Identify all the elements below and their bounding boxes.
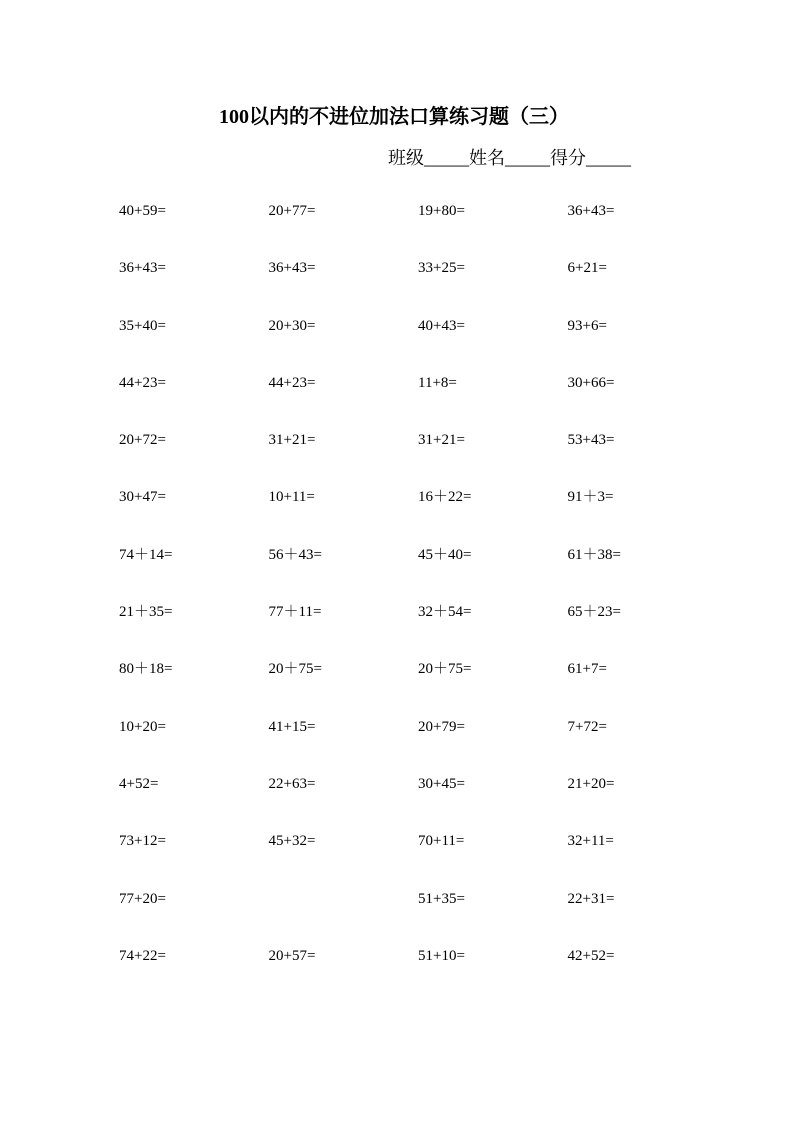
problem-row [119, 717, 717, 774]
problem-row [119, 659, 717, 716]
problem: 51+10= [418, 947, 465, 964]
problem-row [119, 831, 717, 888]
problem-row [119, 774, 717, 831]
problem-row [119, 889, 717, 946]
problem: 80＋18= [119, 661, 173, 678]
problem: 32+11= [567, 833, 614, 850]
problem: 44+23= [119, 374, 166, 391]
problem-row [119, 602, 717, 659]
problem: 20＋75= [418, 661, 472, 678]
problem: 19+80= [418, 203, 465, 219]
problem: 22+31= [567, 890, 615, 907]
problem-row [119, 946, 717, 1003]
student-info-line: 班级_____姓名_____得分_____ [388, 148, 631, 168]
problem: 41+15= [268, 718, 316, 735]
problem: 56＋43= [268, 546, 322, 563]
problem: 20＋75= [268, 661, 322, 678]
problem-row [119, 487, 717, 544]
problem: 40+59= [119, 203, 166, 219]
problem: 45＋40= [418, 546, 472, 563]
problem: 10+20= [119, 718, 166, 735]
problem: 36+43= [268, 260, 316, 277]
problem: 35+40= [119, 317, 166, 334]
problem-row [119, 373, 717, 430]
problem: 53+43= [567, 432, 615, 449]
problem-grid [119, 201, 717, 1003]
problem: 51+35= [418, 890, 465, 907]
problem: 20+79= [418, 718, 465, 735]
problem-row [119, 545, 717, 602]
problem: 65＋23= [567, 604, 621, 621]
problem-row [119, 316, 717, 373]
problem: 74+22= [119, 947, 166, 964]
problem: 20+77= [268, 203, 316, 219]
problem: 32＋54= [418, 604, 472, 621]
page-title: 100以内的不进位加法口算练习题（三） [219, 106, 569, 128]
problem: 20+30= [268, 317, 316, 334]
problem-empty [269, 889, 419, 946]
problem: 42+52= [567, 947, 615, 964]
problem: 7+72= [567, 718, 607, 735]
problem: 22+63= [268, 775, 316, 792]
problem-row [119, 201, 717, 258]
problem: 21＋35= [119, 604, 173, 621]
problem: 77＋11= [268, 604, 322, 621]
problem: 77+20= [119, 890, 166, 907]
problem: 40+43= [418, 317, 465, 334]
problem: 44+23= [268, 374, 316, 391]
problem: 30+66= [567, 374, 615, 391]
problem: 21+20= [567, 775, 615, 792]
problem: 91＋3= [567, 489, 614, 506]
problem: 45+32= [268, 833, 316, 850]
problem: 20+57= [268, 947, 316, 964]
problem: 61+7= [567, 661, 607, 678]
problem: 10+11= [268, 489, 315, 506]
problem-row [119, 258, 717, 315]
problem: 30+45= [418, 775, 465, 792]
problem: 6+21= [567, 260, 607, 277]
problem-row [119, 430, 717, 487]
problem: 31+21= [268, 432, 316, 449]
problem: 73+12= [119, 833, 166, 850]
problem: 30+47= [119, 489, 166, 506]
problem: 93+6= [567, 317, 607, 334]
problem: 20+72= [119, 432, 166, 449]
problem: 4+52= [119, 775, 159, 792]
problem: 31+21= [418, 432, 465, 449]
problem: 36+43= [119, 260, 166, 277]
problem: 33+25= [418, 260, 465, 277]
problem: 61＋38= [567, 546, 621, 563]
problem: 16＋22= [418, 489, 472, 506]
problem: 70+11= [418, 833, 465, 850]
problem: 36+43= [567, 203, 615, 219]
problem: 11+8= [418, 374, 457, 391]
problem: 74＋14= [119, 546, 173, 563]
